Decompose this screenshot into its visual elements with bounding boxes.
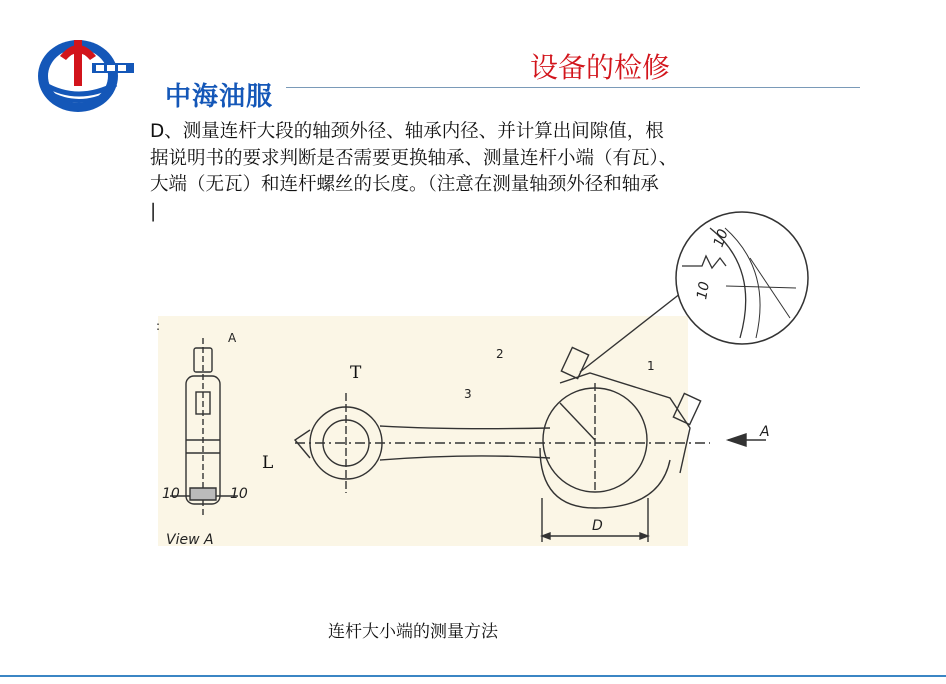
label-a-top: A xyxy=(228,331,237,345)
label-1: 1 xyxy=(647,359,655,373)
header-divider xyxy=(286,87,860,88)
label-d: D xyxy=(592,518,603,534)
label-10-right: 10 xyxy=(230,486,248,502)
body-line-1: D、测量连杆大段的轴颈外径、轴承内径、并计算出间隙值，根 xyxy=(150,121,664,142)
label-detail-10-top: 10 xyxy=(710,227,732,250)
cosl-emblem-icon xyxy=(30,26,140,116)
label-view-a: View A xyxy=(166,532,214,548)
company-logo xyxy=(30,26,280,116)
label-10-left: 10 xyxy=(162,486,180,502)
corner-mark: : xyxy=(156,319,161,333)
logo-text: 中海油服 xyxy=(165,82,274,112)
label-a-arrow: A xyxy=(760,424,770,440)
label-3: 3 xyxy=(464,387,472,401)
label-l: L xyxy=(262,453,274,473)
body-line-4: | xyxy=(150,200,157,222)
body-line-3: 大端（无瓦）和连杆螺丝的长度。（注意在测量轴颈外径和轴承 xyxy=(150,174,659,195)
body-line-2: 据说明书的要求判断是否需要更换轴承、测量连杆小端（有瓦）、 xyxy=(150,147,678,169)
page-title: 设备的检修 xyxy=(530,51,671,84)
label-detail-10-left: 10 xyxy=(694,280,714,301)
label-t: T xyxy=(350,363,362,383)
figure-caption: 连杆大小端的测量方法 xyxy=(328,622,498,642)
label-2: 2 xyxy=(496,347,504,361)
footer-divider xyxy=(0,675,946,677)
detail-circle xyxy=(676,212,808,344)
connecting-rod-drawing xyxy=(150,208,810,553)
